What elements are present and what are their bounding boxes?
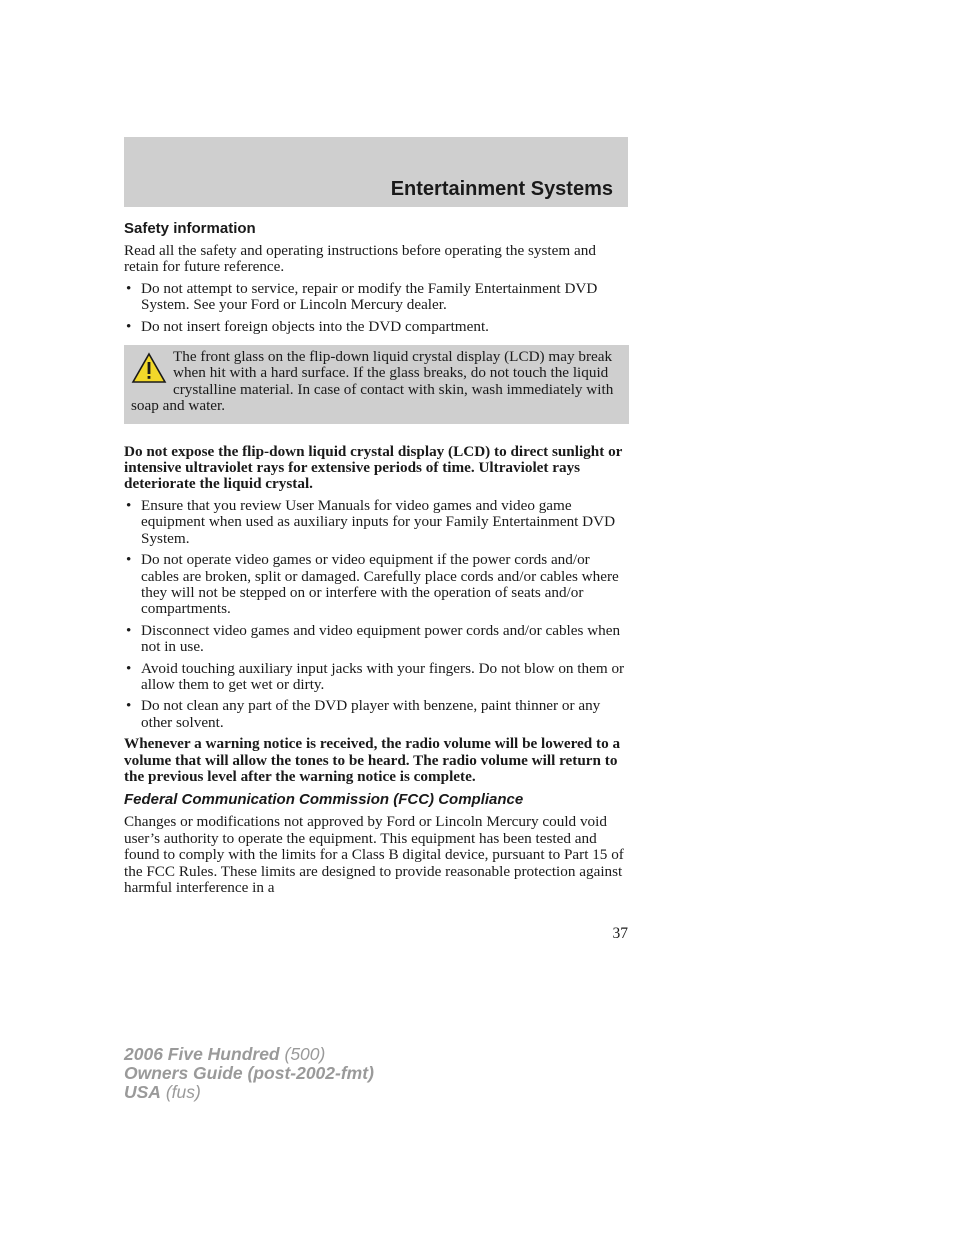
warning-triangle-icon: [131, 352, 167, 384]
section-title: Entertainment Systems: [390, 178, 613, 200]
warning-text: The front glass on the flip-down liquid crystal display (LCD) may break when hit with a hard surface. If the glass breaks, do not touch the liquid crystalline material. In case of contact with skin, wash immediately with soap and water.: [131, 348, 614, 415]
footer-region-code: (fus): [160, 1082, 201, 1102]
footer-region: USA: [124, 1082, 161, 1102]
document-footer: [124, 1045, 374, 1102]
safety-bullet-list: [124, 281, 629, 335]
list-item: • Do not operate video games or video equipment if the power cords and/or cables are broken, split or damaged. Carefully place cords and/or cables where they will not be stepped on or interfere with the operation of seats and/or compartments.: [124, 552, 629, 618]
section-header-band: [124, 137, 628, 207]
footer-model-code: (500): [279, 1044, 326, 1064]
uv-notice: Do not expose the flip-down liquid crystal display (LCD) to direct sunlight or intensive ultraviolet rays for extensive periods of time. Ultraviolet rays deteriorate the liquid crystal.: [124, 442, 623, 493]
equipment-bullet-list: [124, 498, 629, 731]
list-item: • Do not insert foreign objects into the DVD compartment.: [124, 319, 629, 335]
footer-guide: Owners Guide (post-2002-fmt): [124, 1063, 374, 1083]
list-item: • Do not clean any part of the DVD player with benzene, paint thinner or any other solvent.: [124, 698, 629, 731]
safety-heading: Safety information: [124, 220, 256, 237]
page-number: 37: [612, 925, 628, 942]
footer-line-guide: [124, 1064, 374, 1083]
list-item: • Do not attempt to service, repair or modify the Family Entertainment DVD System. See your Ford or Lincoln Mercury dealer.: [124, 281, 629, 314]
safety-intro: Read all the safety and operating instructions before operating the system and retain for future reference.: [124, 242, 596, 276]
footer-line-model: [124, 1045, 374, 1064]
footer-line-region: [124, 1083, 374, 1102]
page-content: [124, 220, 629, 901]
fcc-heading: Federal Communication Commission (FCC) Compliance: [124, 791, 524, 809]
volume-notice: Whenever a warning notice is received, the radio volume will be lowered to a volume that will allow the tones to be heard. The radio volume will return to the previous level after the warning notice is complete.: [124, 735, 621, 785]
list-item: • Ensure that you review User Manuals for video games and video game equipment when used as auxiliary inputs for your Family Entertainment DVD System.: [124, 498, 629, 547]
fcc-text: Changes or modifications not approved by Ford or Lincoln Mercury could void user’s authority to operate the equipment. This equipment has been tested and found to comply with the limits for a Class B digital device, pursuant to Part 15 of the FCC Rules. These limits are designed to provide reasonable protection against harmful interference in a: [124, 813, 624, 896]
footer-model: 2006 Five Hundred: [124, 1044, 280, 1064]
list-item: • Avoid touching auxiliary input jacks with your fingers. Do not blow on them or allow them to get wet or dirty.: [124, 661, 629, 694]
list-item: • Disconnect video games and video equipment power cords and/or cables when not in use.: [124, 623, 629, 656]
warning-box: [124, 345, 629, 424]
